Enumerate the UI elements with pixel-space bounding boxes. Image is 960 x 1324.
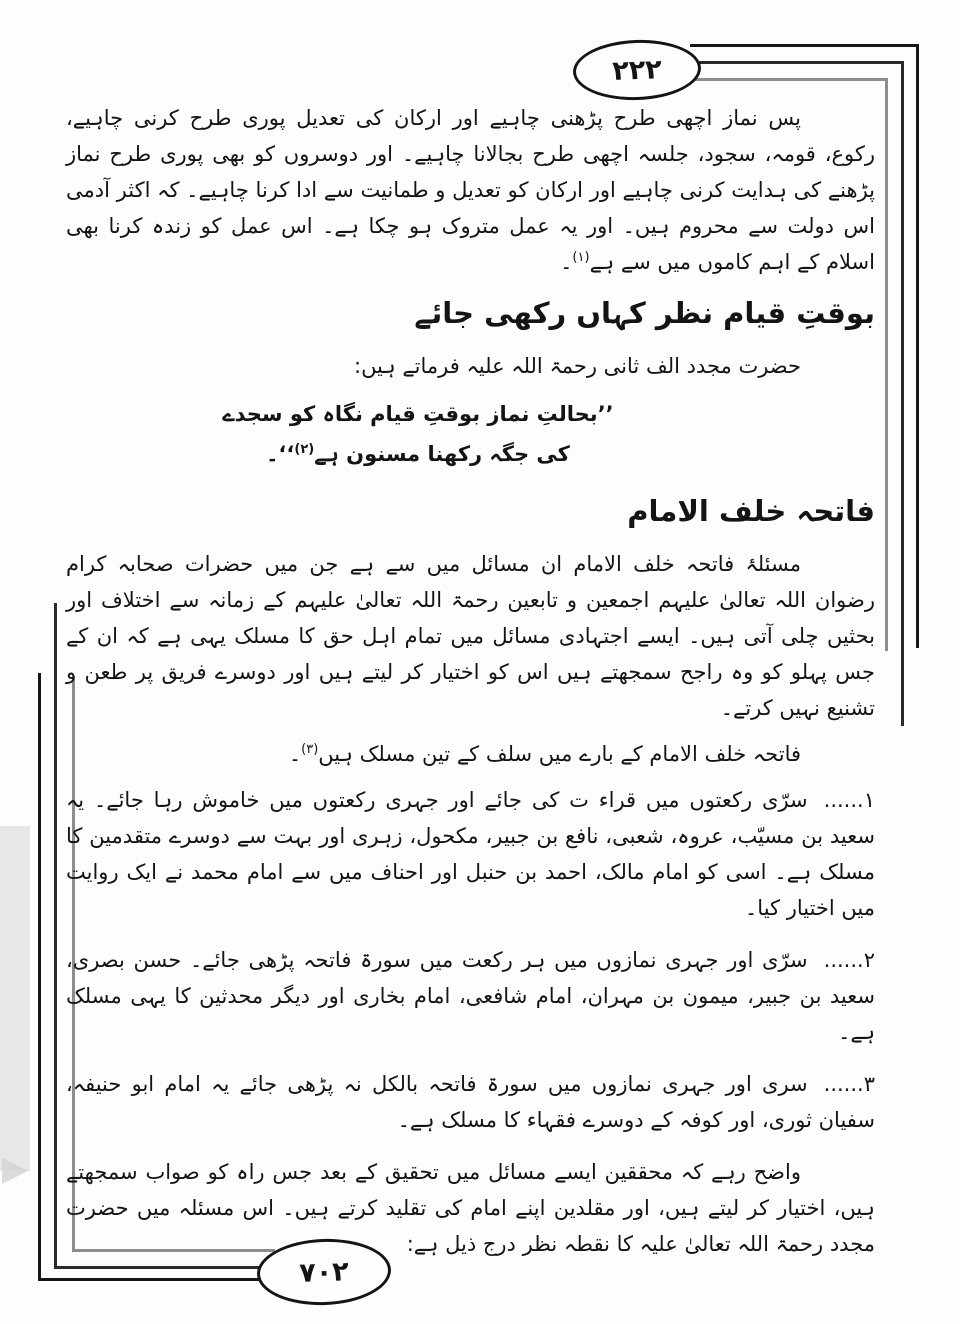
paragraph-masala-fatiha: مسئلۂ فاتحہ خلف الامام ان مسائل میں سے ہے جن میں حضرات صحابہ کرام رضوان اللہ تعالیٰ علیہم اجمعین و تابعین رحمۃ اللہ تعالیٰ علیہم کے زمانہ سے اختلاف اور بحثیں چلی آتی ہیں۔ ایسے اجتہادی مسائل میں تمام اہل حق کا مسلک یہی ہے کہ ان کے جس پہلو کو وہ راجح سمجھتے ہیں اس کو اختیار کر لیتے ہیں اور دوسرے فریق پر طعن و تشنیع نہیں کرتے۔	[66, 552, 875, 720]
list-item-2-text: سرّی اور جہری نمازوں میں ہر رکعت میں سورۃ فاتحہ پڑھی جائے۔ حسن بصری، سعید بن جبیر، میمون بن مہران، امام شافعی، امام بخاری اور دیگر محدثین کا یہی مسلک ہے۔	[66, 948, 875, 1044]
page-number-bottom: ۷۰۲	[298, 1255, 350, 1289]
scan-artifact-arrow	[2, 1158, 28, 1184]
line-teen-maslak-tail: ۔	[288, 742, 302, 766]
heading-qiyam-nazar: بوقتِ قیام نظر کہاں رکھی جائے	[414, 296, 875, 330]
paragraph-namaz-taadil	[66, 100, 875, 280]
list-item-3-text: سری اور جہری نمازوں میں سورۃ فاتحہ بالکل نہ پڑھی جائے یہ امام ابو حنیفہ، سفیان ثوری، اور کوفہ کے دوسرے فقہاء کا مسلک ہے۔	[66, 1072, 875, 1132]
paragraph-namaz-taadil-tail: ۔	[560, 250, 573, 274]
line-mujaddid-intro: حضرت مجدد الف ثانی رحمۃ اللہ علیہ فرماتے ہیں:	[354, 354, 801, 378]
quote-text: ’’بحالتِ نماز بوقتِ قیام نگاہ کو سجدے کی جگہ رکھنا مسنون ہے	[222, 402, 614, 466]
page-text-block	[66, 100, 875, 1272]
list-item-2	[66, 942, 875, 1050]
list-item-3-marker: ۳......	[823, 1072, 875, 1096]
scan-artifact-strip	[0, 826, 30, 1171]
quote-mujaddid	[216, 394, 620, 474]
footnote-ref-1: (۱)	[572, 250, 590, 265]
footnote-ref-3: (۳)	[301, 742, 319, 757]
page-number-top: ۲۲۲	[611, 53, 663, 87]
list-item-1	[66, 782, 875, 926]
quote-tail: ‘‘۔	[266, 442, 295, 466]
footnote-ref-2: (۲)	[294, 442, 315, 457]
list-item-2-marker: ۲......	[823, 948, 875, 972]
heading-fatiha-khalf-al-imam: فاتحہ خلف الامام	[627, 494, 875, 528]
list-item-3	[66, 1066, 875, 1138]
paragraph-namaz-taadil-text: پس نماز اچھی طرح پڑھنی چاہیے اور ارکان کی تعدیل پوری طرح کرنی چاہیے، رکوع، قومہ، سجود، جلسہ اچھی طرح بجالانا چاہیے۔ اور دوسروں کو بھی پوری طرح نماز پڑھنے کی ہدایت کرنی چاہیے اور ارکان کو تعدیل و طمانیت سے ادا کرنا چاہیے۔ کہ اکثر آدمی اس دولت سے محروم ہیں۔ اور یہ عمل متروک ہو چکا ہے۔ اس عمل کو زندہ کرنا بھی اسلام کے اہم کاموں میں سے ہے	[66, 106, 875, 274]
list-item-1-marker: ۱......	[823, 788, 875, 812]
page-number-top-oval	[572, 38, 702, 102]
paragraph-wazeh-rahe: واضح رہے کہ محققین ایسے مسائل میں تحقیق کے بعد جس راہ کو صواب سمجھتے ہیں، اختیار کر لیتے ہیں، اور مقلدین اپنے امام کی تقلید کرتے ہیں۔ اس مسئلہ میں حضرت مجدد رحمۃ اللہ تعالیٰ علیہ کا نقطہ نظر درج ذیل ہے:	[66, 1160, 875, 1256]
line-teen-maslak	[66, 736, 875, 772]
list-item-1-text: سرّی رکعتوں میں قراء ت کی جائے اور جہری رکعتوں میں خاموش رہا جائے۔ یہ سعید بن مسیّب، عروہ، شعبی، نافع بن جبیر، مکحول، زہری اور بہت سے دوسرے متقدمین کا مسلک ہے۔ اسی کو امام مالک، احمد بن حنبل اور احناف میں سے امام محمد نے ایک روایت میں اختیار کیا۔	[66, 788, 875, 920]
line-teen-maslak-text: فاتحہ خلف الامام کے بارے میں سلف کے تین مسلک ہیں	[318, 742, 801, 766]
